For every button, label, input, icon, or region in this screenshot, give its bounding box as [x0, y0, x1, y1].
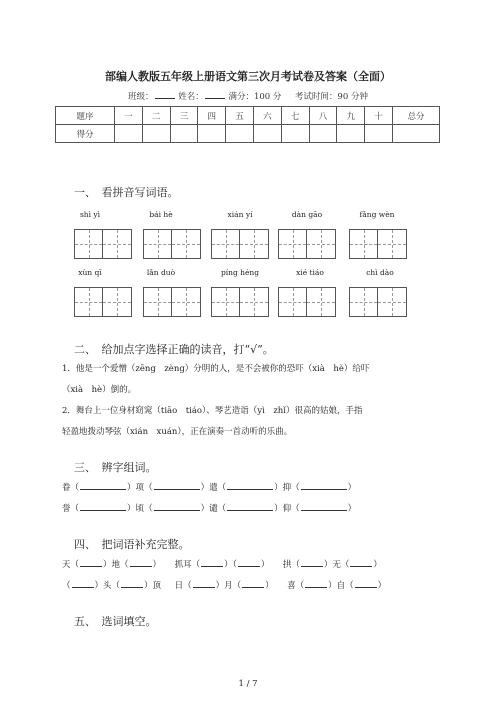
score-cell[interactable]: [281, 125, 309, 143]
idiom-row: [62, 558, 382, 570]
writing-box[interactable]: [143, 229, 201, 259]
idiom-part: 拱（: [282, 560, 300, 570]
pinyin: xián yí: [227, 210, 253, 219]
writing-box[interactable]: [143, 287, 201, 317]
idiom-part: 抓耳（: [174, 560, 201, 570]
idiom-part: ）顶: [144, 581, 162, 591]
score-header-cell: 六: [253, 107, 281, 125]
idiom-part: ）无（: [323, 560, 350, 570]
idiom-part: ）（: [224, 560, 237, 570]
score-header-cell: 一: [115, 107, 143, 125]
score-header-row: [56, 107, 440, 125]
score-cell[interactable]: [170, 125, 198, 143]
page-title: 部编人教版五年级上册语文第三次月考试卷及答案（全面）: [105, 70, 391, 83]
idiom-part: 日（: [174, 581, 192, 591]
word-row: 眷（ ）项（ ）遣（ ）抑（ ）: [62, 483, 357, 493]
idiom-part: ）月（: [215, 581, 242, 591]
idiom-part: ）自（: [328, 581, 354, 591]
writing-box[interactable]: [74, 287, 132, 317]
answer-blank[interactable]: [350, 558, 372, 567]
idiom-part: （: [62, 581, 71, 591]
answer-blank[interactable]: [227, 481, 273, 490]
score-header-cell: 总分: [393, 107, 440, 125]
idiom-part: 喜（: [287, 581, 305, 591]
char: 顷: [135, 504, 145, 514]
score-cell[interactable]: [309, 125, 337, 143]
answer-blank[interactable]: [193, 579, 215, 588]
score-header-cell: 五: [226, 107, 254, 125]
section3-heading: 三、 辨字组词。: [74, 461, 157, 474]
answer-blank[interactable]: [154, 481, 200, 490]
score-cell[interactable]: [393, 125, 440, 143]
score-header-cell: 九: [337, 107, 365, 125]
question-text: 2．舞台上一位身材窈窕（tiāo tiáo）、琴艺造诣（yì zhǐ）很高的姑娘，手指: [62, 406, 363, 416]
writing-box[interactable]: [349, 287, 407, 317]
pinyin: píng héng: [220, 268, 260, 277]
page-number: 1 / 7: [238, 679, 258, 689]
word-row: 誉（ ）顷（ ）谴（ ）仰（ ）: [62, 504, 357, 514]
idiom-part: ）: [373, 560, 382, 570]
score-header-cell: 三: [170, 107, 198, 125]
section5-heading: 五、 选词填空。: [74, 615, 157, 628]
answer-blank[interactable]: [201, 558, 223, 567]
score-table: [55, 106, 440, 143]
writing-box[interactable]: [211, 287, 269, 317]
idiom-part: ）: [265, 581, 274, 591]
answer-blank[interactable]: [80, 502, 126, 511]
pinyin: bái hè: [149, 210, 173, 219]
answer-blank[interactable]: [80, 558, 102, 567]
exam-time: 考试时间：90 分钟: [294, 92, 368, 102]
score-cell[interactable]: [142, 125, 170, 143]
score-cell[interactable]: [337, 125, 365, 143]
char: 项: [135, 483, 145, 493]
answer-blank[interactable]: [80, 481, 126, 490]
writing-box[interactable]: [349, 229, 407, 259]
section1-heading: 一、 看拼音写词语。: [74, 186, 179, 199]
score-cell[interactable]: [226, 125, 254, 143]
answer-blank[interactable]: [301, 502, 347, 511]
pinyin: fǎng wèn: [359, 210, 395, 219]
pinyin: chì dào: [366, 268, 394, 277]
char: 眷: [62, 483, 71, 493]
pinyin: lǎn duò: [146, 268, 176, 277]
answer-blank[interactable]: [72, 579, 94, 588]
idiom-part: ）地（: [103, 560, 129, 570]
score-header-cell: 十: [365, 107, 393, 125]
score-header-cell: 七: [281, 107, 309, 125]
char: 仰: [282, 504, 292, 514]
score-cell[interactable]: [198, 125, 226, 143]
answer-blank[interactable]: [154, 502, 200, 511]
answer-blank[interactable]: [121, 579, 143, 588]
full-score: 满分：100 分: [228, 92, 282, 102]
exam-info: [0, 90, 496, 102]
idiom-part: ）头（: [94, 581, 121, 591]
idiom-row: [62, 579, 386, 591]
name-blank[interactable]: [205, 90, 225, 99]
answer-blank[interactable]: [305, 579, 327, 588]
answer-blank[interactable]: [238, 558, 260, 567]
name-label: 姓名：: [178, 92, 204, 102]
answer-blank[interactable]: [355, 579, 377, 588]
score-header-cell: 题序: [56, 107, 115, 125]
score-row-label: 得分: [56, 125, 115, 143]
score-cell[interactable]: [115, 125, 143, 143]
question-text: 1．他是一个爱憎（zēng zèng）分明的人，是不会被你的恐吓（xià hè）给吓: [62, 364, 370, 374]
answer-blank[interactable]: [130, 558, 152, 567]
score-header-cell: 八: [309, 107, 337, 125]
score-header-cell: 二: [142, 107, 170, 125]
class-blank[interactable]: [155, 90, 175, 99]
idiom-part: ）: [260, 560, 270, 570]
idiom-part: ）: [377, 581, 387, 591]
pinyin: xié tiáo: [296, 268, 324, 277]
writing-box[interactable]: [74, 229, 132, 259]
idiom-part: 天（: [62, 560, 80, 570]
section4-heading: 四、 把词语补充完整。: [74, 538, 190, 551]
char: 抑: [282, 483, 292, 493]
answer-blank[interactable]: [242, 579, 264, 588]
answer-blank[interactable]: [227, 502, 273, 511]
question-text: 轻盈地拨动琴弦（xián xuán），正在演奏一首动听的乐曲。: [62, 427, 293, 437]
writing-box[interactable]: [278, 229, 336, 259]
class-label: 班级：: [128, 92, 154, 102]
pinyin: shì yì: [79, 210, 101, 219]
answer-blank[interactable]: [301, 558, 323, 567]
question-text: （xià hè）倒的。: [62, 385, 137, 395]
score-cell[interactable]: [365, 125, 393, 143]
char: 誉: [62, 504, 71, 514]
pinyin: dàn gāo: [291, 210, 323, 219]
answer-blank[interactable]: [301, 481, 347, 490]
idiom-part: ）: [152, 560, 162, 570]
char: 谴: [209, 504, 218, 514]
score-cell[interactable]: [253, 125, 281, 143]
char: 遣: [209, 483, 218, 493]
pinyin: xùn qī: [78, 268, 102, 277]
score-header-cell: 四: [198, 107, 226, 125]
writing-box[interactable]: [211, 229, 269, 259]
section2-heading: 二、 给加点字选择正确的读音，打“√”。: [74, 343, 274, 356]
score-row: [56, 125, 440, 143]
writing-box[interactable]: [278, 287, 336, 317]
